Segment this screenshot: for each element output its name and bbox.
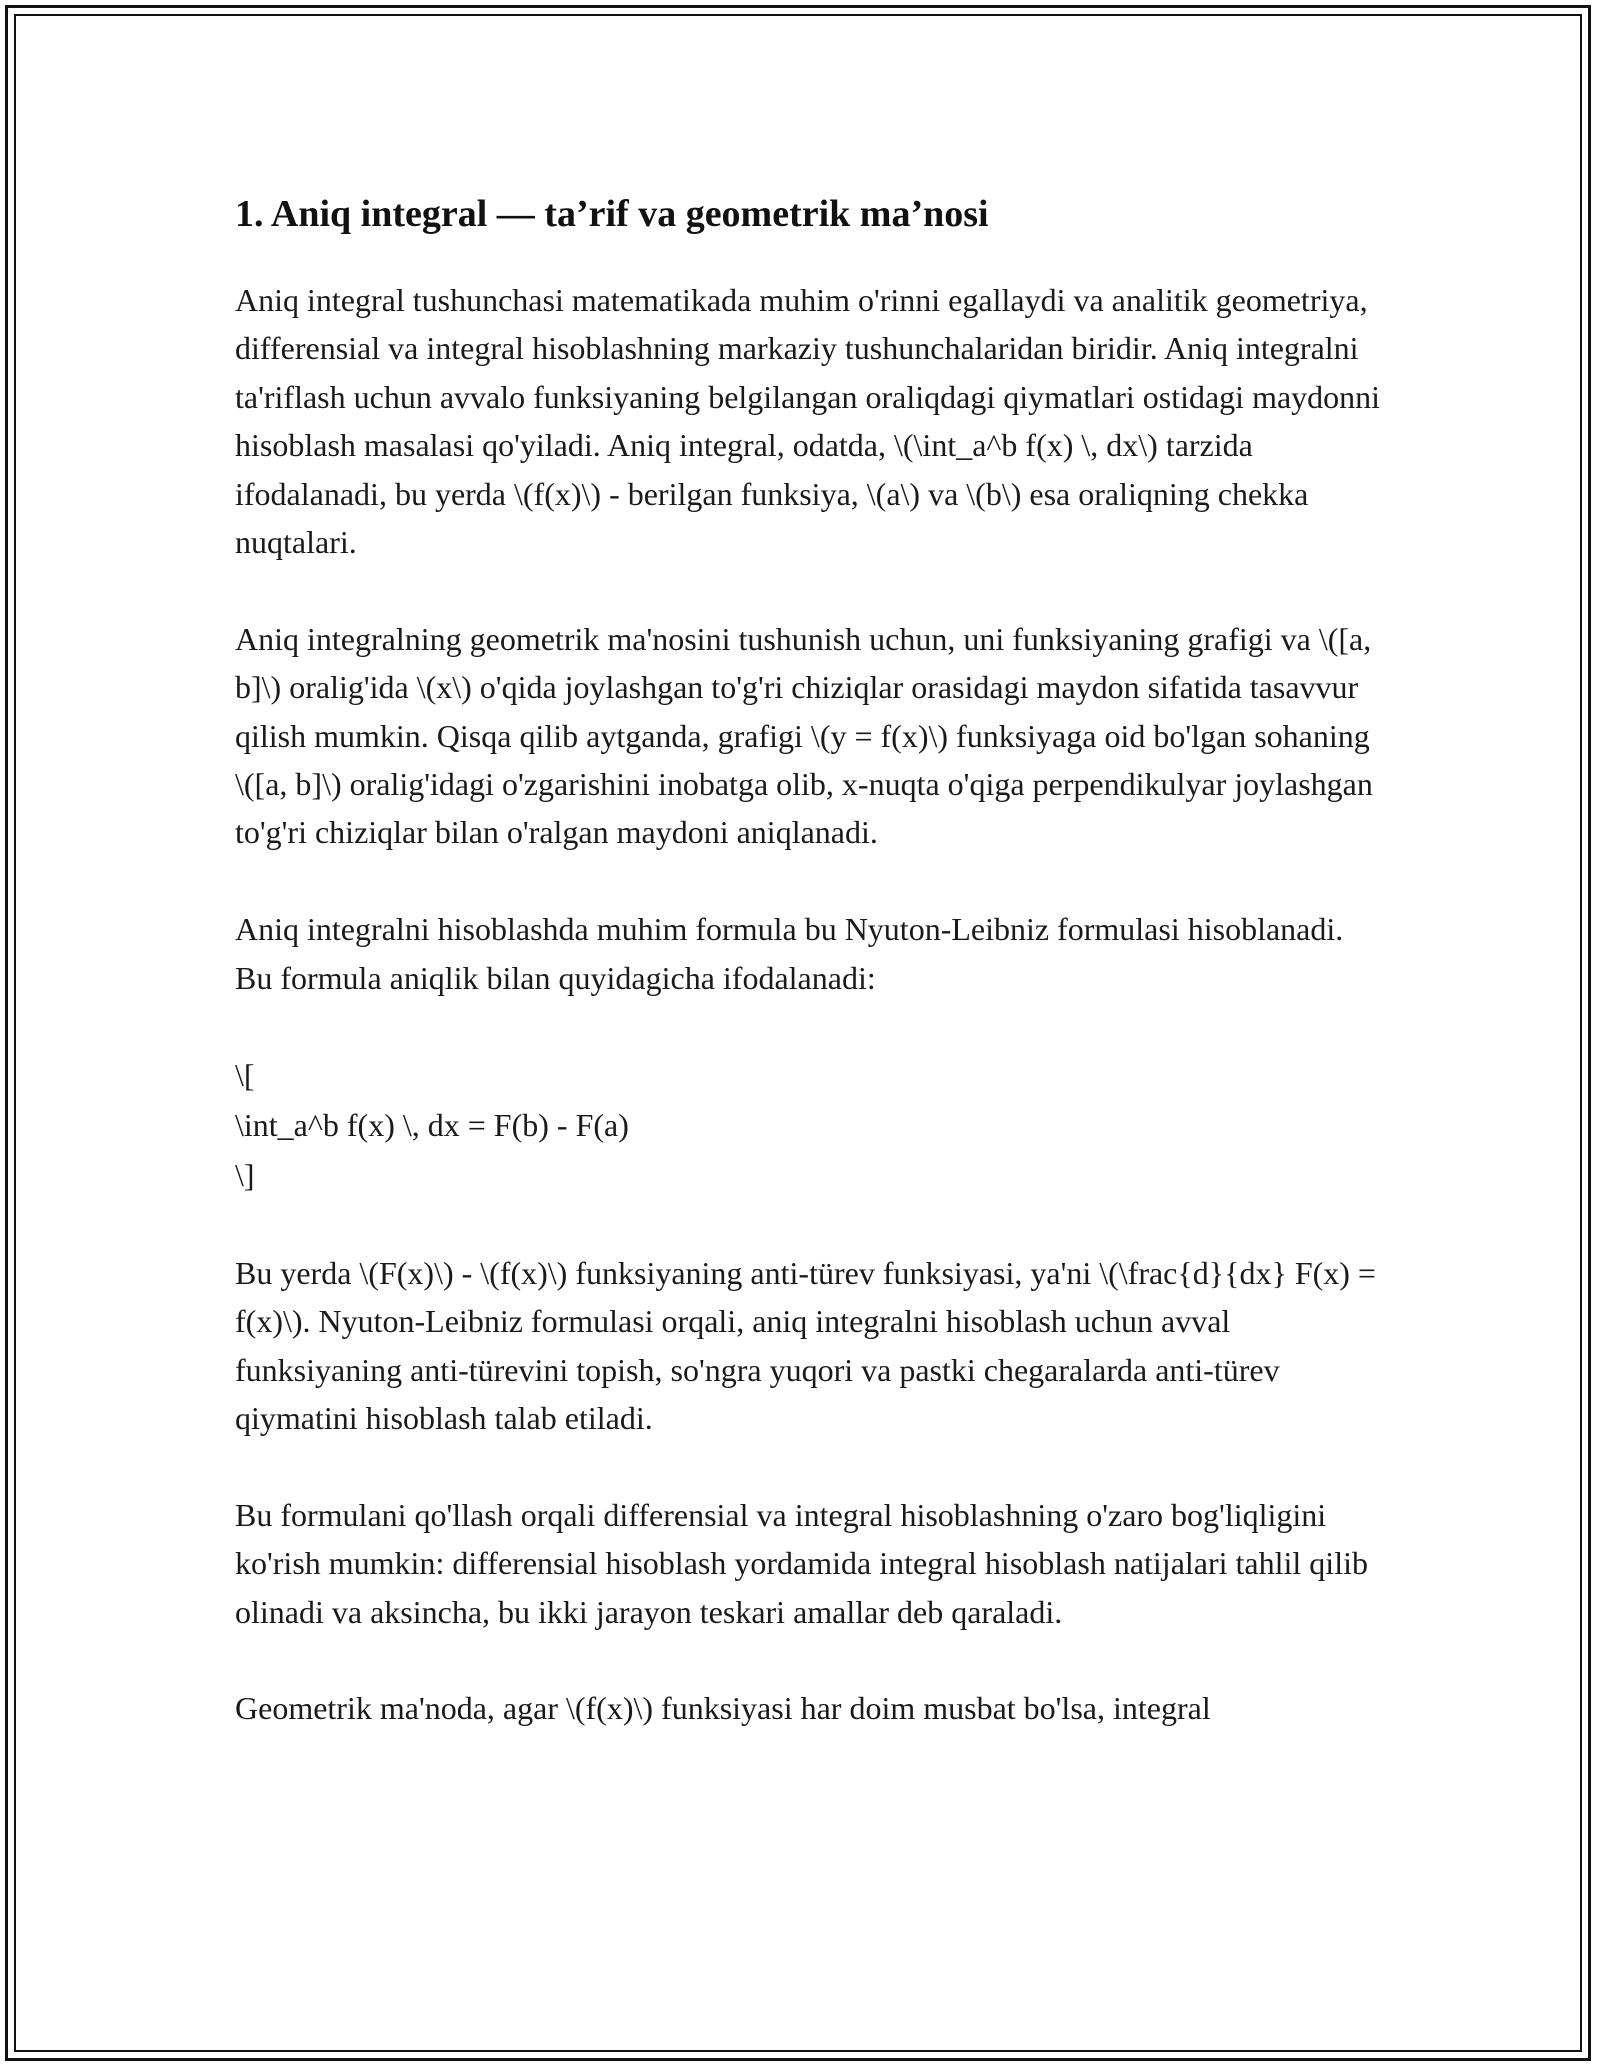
- formula-body: \int_a^b f(x) \, dx = F(b) - F(a): [235, 1107, 629, 1144]
- newton-leibniz-formula: [235, 1050, 1385, 1200]
- paragraph-definition: Aniq integral tushunchasi matematikada muhim o'rinni egallaydi va analitik geometriya, differensial va integral hisoblashning markaziy tushunchalaridan biridir. Aniq integralni ta'riflash uchun avvalo funksiyaning belgilangan oraliqdagi qiymatlari ostidagi maydonni hisoblash masalasi qo'yiladi. Aniq integral, odatda, \(\int_a^b f(x) \, dx\) tarzida ifodalanadi, bu yerda \(f(x)\) - berilgan funksiya, \(a\) va \(b\) esa oraliqning chekka nuqtalari.: [235, 282, 1381, 561]
- section-heading: 1. Aniq integral — ta’rif va geometrik ma’nosi: [235, 193, 989, 235]
- formula-close-delimiter: \]: [235, 1157, 255, 1194]
- paragraph-geometric-meaning: Aniq integralning geometrik ma'nosini tushunish uchun, uni funksiyaning grafigi va \([a, b]\) oralig'ida \(x\) o'qida joylashgan to'g'ri chiziqlar orasidagi maydon sifatida tasavvur qilish mumkin. Qisqa qilib aytganda, grafigi \(y = f(x)\) funksiyaga oid bo'lgan sohaning \([a, b]\) oralig'idagi o'zgarishini inobatga olib, x-nuqta o'qiga perpendikulyar joylashgan to'g'ri chiziqlar bilan o'ralgan maydoni aniqlanadi.: [235, 620, 1373, 851]
- paragraph-antiderivative: Bu yerda \(F(x)\) - \(f(x)\) funksiyaning anti-türev funksiyasi, ya'ni \(\frac{d}{dx} F(x) = f(x)\). Nyuton-Leibniz formulasi orqali, aniq integralni hisoblash uchun avval funksiyaning anti-türevini topish, so'ngra yuqori va pastki chegaralarda anti-türev qiymatini hisoblash talab etiladi.: [235, 1254, 1376, 1437]
- paragraph-geometric-positive: Geometrik ma'noda, agar \(f(x)\) funksiyasi har doim musbat bo'lsa, integral: [235, 1690, 1211, 1727]
- formula-open-delimiter: \[: [235, 1057, 255, 1094]
- document-body: [235, 184, 1385, 1781]
- paragraph-newton-leibniz-intro: Aniq integralni hisoblashda muhim formula bu Nyuton-Leibniz formulasi hisoblanadi. Bu formula aniqlik bilan quyidagicha ifodalanadi:: [235, 911, 1344, 996]
- paragraph-relationship: Bu formulani qo'llash orqali differensial va integral hisoblashning o'zaro bog'liqligini ko'rish mumkin: differensial hisoblash yordamida integral hisoblash natijalari tahlil qilib olinadi va aksincha, bu ikki jarayon teskari amallar deb qaraladi.: [235, 1496, 1368, 1630]
